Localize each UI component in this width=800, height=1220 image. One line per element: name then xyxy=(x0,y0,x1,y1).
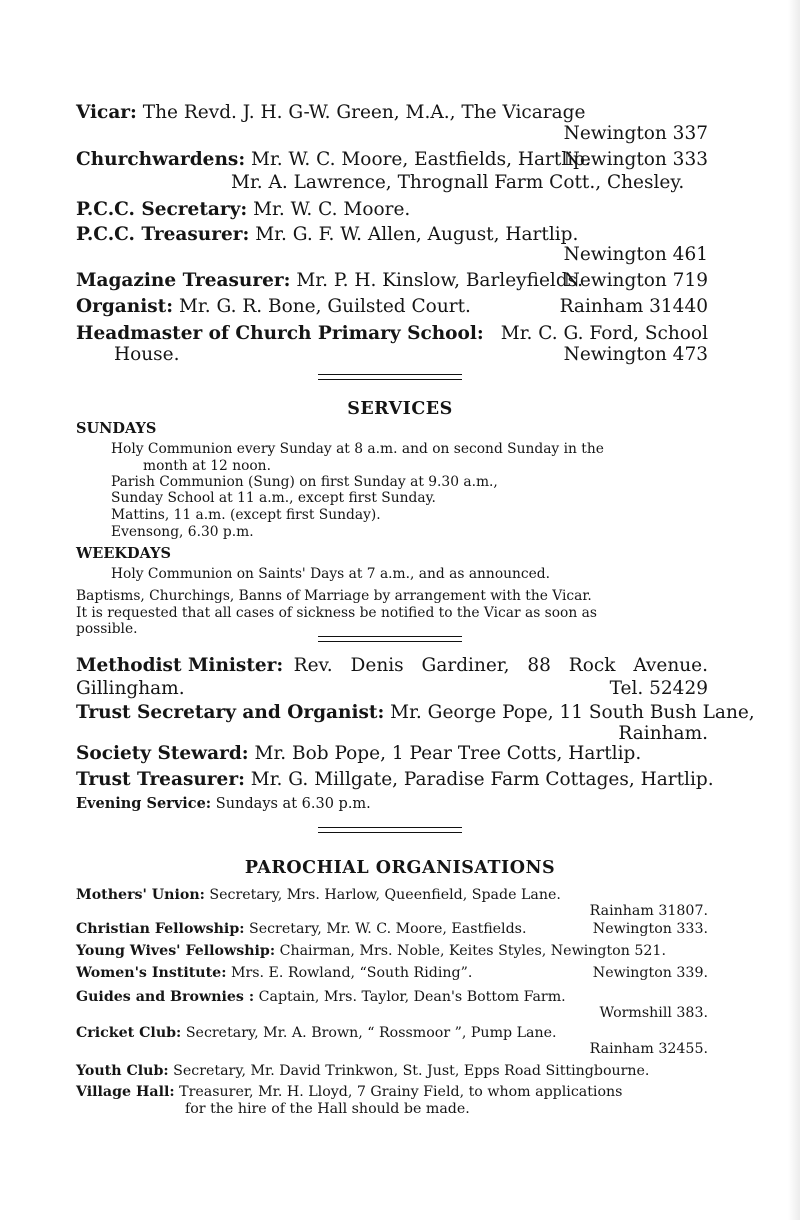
christian-fellowship-line xyxy=(76,921,526,938)
guides-brownies-label: Guides and Brownies : xyxy=(76,989,255,1005)
society-steward-line xyxy=(76,743,641,765)
pcc-secretary-label: P.C.C. Secretary: xyxy=(76,199,248,220)
evening-service-label: Evening Service: xyxy=(76,795,212,812)
christian-fellowship-label: Christian Fellowship: xyxy=(76,921,245,937)
headmaster-line xyxy=(76,323,484,345)
magazine-treasurer-line xyxy=(76,270,583,292)
trust-secretary-line xyxy=(76,702,755,724)
pcc-treasurer-text: Mr. G. F. W. Allen, August, Hartlip. xyxy=(255,224,579,245)
vicar-line xyxy=(76,102,585,124)
methodist-minister-text-2: Gillingham. xyxy=(76,678,185,699)
magazine-treasurer-phone: Newington 719 xyxy=(563,270,708,291)
guides-brownies-phone: Wormshill 383. xyxy=(599,1005,708,1021)
village-hall-line xyxy=(76,1084,622,1101)
methodist-minister-line xyxy=(76,655,283,677)
young-wives-line xyxy=(76,943,666,960)
guides-brownies-text: Captain, Mrs. Taylor, Dean's Bottom Farm. xyxy=(258,989,566,1005)
mothers-union-text: Secretary, Mrs. Harlow, Queenfield, Spade Lane. xyxy=(209,887,561,903)
trust-secretary-label: Trust Secretary and Organist: xyxy=(76,702,385,723)
methodist-minister-text: Rev. Denis Gardiner, 88 Rock Avenue. xyxy=(293,655,708,676)
section-divider xyxy=(318,827,462,833)
headmaster-phone: Newington 473 xyxy=(563,344,708,365)
section-divider xyxy=(318,636,462,642)
sunday-line-6: Evensong, 6.30 p.m. xyxy=(111,524,254,540)
youth-club-label: Youth Club: xyxy=(76,1063,169,1079)
vicar-text: The Revd. J. H. G-W. Green, M.A., The Vicarage xyxy=(142,102,586,123)
evening-service-text: Sundays at 6.30 p.m. xyxy=(215,796,371,812)
pcc-treasurer-line xyxy=(76,224,578,246)
vicar-phone: Newington 337 xyxy=(563,123,708,144)
village-hall-text: Treasurer, Mr. H. Lloyd, 7 Grainy Field, to whom applications xyxy=(179,1084,623,1100)
pcc-secretary-line xyxy=(76,199,410,221)
methodist-minister-phone: Tel. 52429 xyxy=(609,678,708,699)
organist-phone: Rainham 31440 xyxy=(559,296,708,317)
cricket-club-line xyxy=(76,1025,557,1042)
cricket-club-phone: Rainham 32455. xyxy=(589,1041,708,1057)
guides-brownies-line xyxy=(76,989,566,1006)
headmaster-label: Headmaster of Church Primary School: xyxy=(76,323,484,344)
organisations-heading: PAROCHIAL ORGANISATIONS xyxy=(244,858,556,878)
trust-secretary-text: Mr. George Pope, 11 South Bush Lane, xyxy=(390,702,755,723)
mothers-union-label: Mothers' Union: xyxy=(76,887,205,903)
methodist-minister-label: Methodist Minister: xyxy=(76,655,284,676)
section-divider xyxy=(318,374,462,380)
cricket-club-label: Cricket Club: xyxy=(76,1025,182,1041)
womens-institute-label: Women's Institute: xyxy=(76,965,227,981)
pcc-secretary-text: Mr. W. C. Moore. xyxy=(253,199,411,220)
churchwardens-phone: Newington 333 xyxy=(563,149,708,170)
pcc-treasurer-phone: Newington 461 xyxy=(563,244,708,265)
pcc-treasurer-label: P.C.C. Treasurer: xyxy=(76,224,250,245)
womens-institute-line xyxy=(76,965,472,982)
organist-line xyxy=(76,296,471,318)
magazine-treasurer-text: Mr. P. H. Kinslow, Barleyfields. xyxy=(296,270,584,291)
cricket-club-text: Secretary, Mr. A. Brown, “ Rossmoor ”, Pump Lane. xyxy=(185,1025,557,1041)
sunday-line-5: Mattins, 11 a.m. (except first Sunday). xyxy=(111,507,381,523)
society-steward-label: Society Steward: xyxy=(76,743,249,764)
trust-treasurer-label: Trust Treasurer: xyxy=(76,769,245,790)
services-note-1: Baptisms, Churchings, Banns of Marriage by arrangement with the Vicar. xyxy=(76,588,592,604)
services-note-3: possible. xyxy=(76,621,138,637)
christian-fellowship-phone: Newington 333. xyxy=(592,921,708,937)
trust-treasurer-line xyxy=(76,769,714,791)
young-wives-label: Young Wives' Fellowship: xyxy=(76,943,276,959)
society-steward-text: Mr. Bob Pope, 1 Pear Tree Cotts, Hartlip. xyxy=(254,743,642,764)
womens-institute-phone: Newington 339. xyxy=(592,965,708,981)
trust-treasurer-text: Mr. G. Millgate, Paradise Farm Cottages, Hartlip. xyxy=(250,769,714,790)
trust-secretary-text-2: Rainham. xyxy=(618,723,708,744)
churchwardens-text-2: Mr. A. Lawrence, Thrognall Farm Cott., Chesley. xyxy=(231,172,685,193)
mothers-union-phone: Rainham 31807. xyxy=(589,903,708,919)
churchwardens-text: Mr. W. C. Moore, Eastfields, Hartlip. xyxy=(251,149,591,170)
youth-club-line xyxy=(76,1063,649,1080)
vicar-label: Vicar: xyxy=(76,102,137,123)
sunday-line-2: month at 12 noon. xyxy=(143,458,271,474)
sunday-line-1: Holy Communion every Sunday at 8 a.m. and on second Sunday in the xyxy=(111,441,604,457)
churchwardens-line xyxy=(76,149,591,171)
magazine-treasurer-label: Magazine Treasurer: xyxy=(76,270,291,291)
christian-fellowship-text: Secretary, Mr. W. C. Moore, Eastfields. xyxy=(249,921,527,937)
womens-institute-text: Mrs. E. Rowland, “South Riding”. xyxy=(230,965,473,981)
village-hall-label: Village Hall: xyxy=(76,1084,175,1100)
services-note-2: It is requested that all cases of sickness be notified to the Vicar as soon as xyxy=(76,605,597,621)
weekday-line: Holy Communion on Saints' Days at 7 a.m., and as announced. xyxy=(111,566,551,582)
village-hall-text-2: for the hire of the Hall should be made. xyxy=(185,1101,470,1117)
organist-text: Mr. G. R. Bone, Guilsted Court. xyxy=(178,296,471,317)
young-wives-text: Chairman, Mrs. Noble, Keites Styles, Newington 521. xyxy=(279,943,666,959)
evening-service-line xyxy=(76,795,371,813)
sunday-line-3: Parish Communion (Sung) on first Sunday at 9.30 a.m., xyxy=(111,474,498,490)
sunday-line-4: Sunday School at 11 a.m., except first Sunday. xyxy=(111,490,436,506)
headmaster-text: Mr. C. G. Ford, School xyxy=(500,323,708,344)
mothers-union-line xyxy=(76,887,561,904)
weekdays-label: WEEKDAYS xyxy=(76,545,171,562)
churchwardens-label: Churchwardens: xyxy=(76,149,246,170)
headmaster-text-2: House. xyxy=(114,344,180,365)
organist-label: Organist: xyxy=(76,296,174,317)
sundays-label: SUNDAYS xyxy=(76,420,157,437)
services-heading: SERVICES xyxy=(347,399,453,419)
youth-club-text: Secretary, Mr. David Trinkwon, St. Just, Epps Road Sittingbourne. xyxy=(173,1063,650,1079)
